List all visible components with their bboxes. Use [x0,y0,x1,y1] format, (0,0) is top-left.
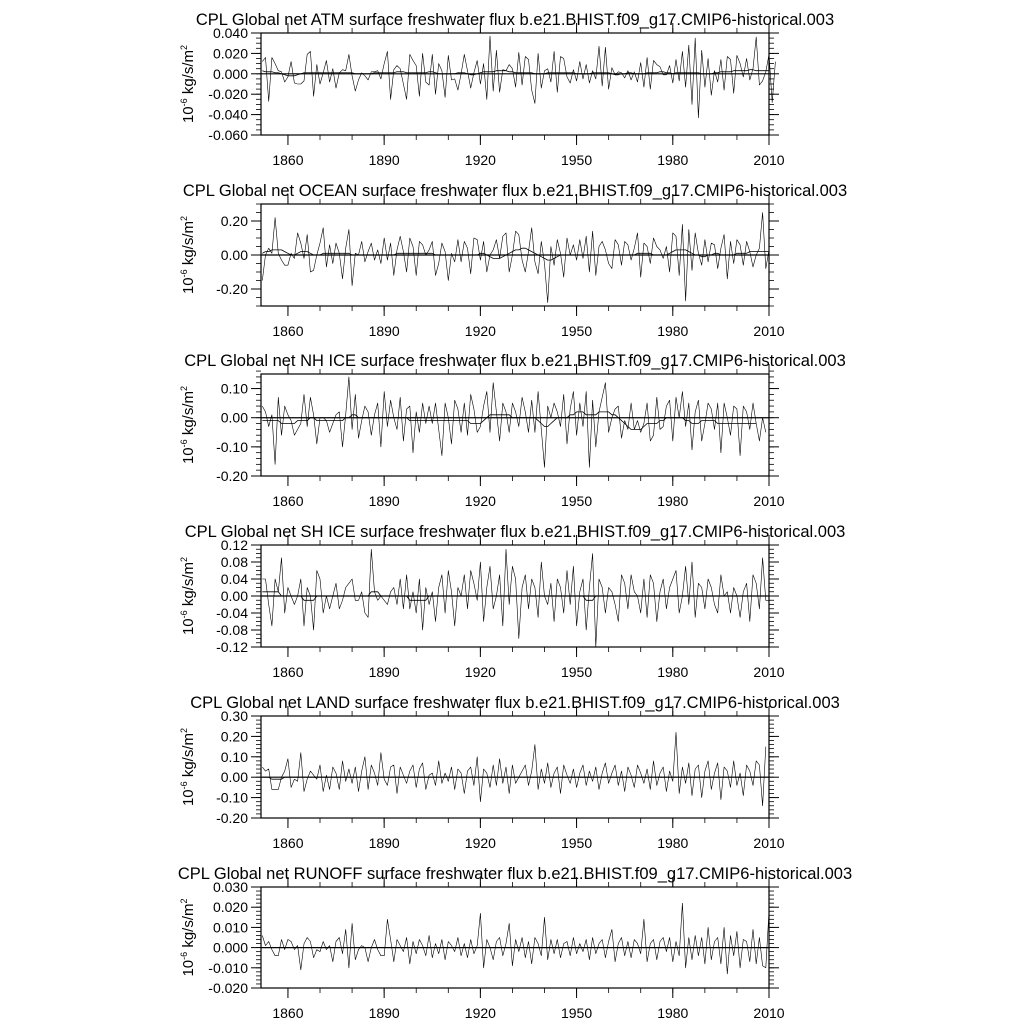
y-tick-label: -0.20 [216,281,248,297]
y-tick-label: 0.10 [220,748,248,765]
y-label-squared: 2 [179,898,189,904]
y-label-squared: 2 [179,385,189,391]
x-tick-label: 2010 [753,835,785,851]
chart-title: CPL Global net LAND surface freshwater flux b.e21.BHIST.f09_g17.CMIP6-historical.003 [190,694,840,712]
series-line-smoothed [262,592,775,601]
x-tick-label: 1950 [560,1005,593,1021]
y-tick-label: 0.10 [220,380,248,397]
y-label-squared: 2 [179,44,189,50]
y-label-exponent: -6 [179,269,189,278]
plot-frame [261,887,769,988]
y-tick-label: -0.20 [216,810,248,826]
y-tick-label: 0.020 [212,899,248,916]
y-tick-label: -0.20 [216,468,248,484]
y-label-squared: 2 [179,556,189,562]
y-tick-label: 0.00 [220,247,248,263]
x-tick-label: 1860 [272,835,304,851]
y-tick-label: -0.010 [208,959,248,976]
y-label-base: 10 [180,789,197,807]
y-label-squared: 2 [179,727,189,733]
x-tick-label: 1920 [464,1005,496,1021]
x-tick-label: 1920 [464,323,496,339]
x-tick-label: 1860 [272,664,304,680]
plot-frame [261,374,769,476]
y-label-units: kg/s/m [180,220,197,270]
y-label-exponent: -6 [179,610,189,619]
x-tick-label: 1860 [272,493,304,509]
y-axis-label [179,216,197,294]
y-label-units: kg/s/m [180,732,197,782]
series-line-smoothed [262,777,769,779]
y-tick-label: -0.12 [216,639,248,655]
y-tick-label: 0.30 [220,708,248,724]
series-line-annual [262,903,769,974]
x-tick-label: 1890 [368,1005,400,1021]
y-tick-label: 0.020 [212,45,248,62]
y-axis-label [179,45,197,123]
y-tick-label: 0.030 [212,879,248,895]
y-tick-label: 0.00 [220,409,248,426]
x-tick-label: 1860 [272,323,304,339]
x-tick-label: 1920 [464,152,496,168]
x-tick-label: 1920 [464,493,496,509]
x-tick-label: 1890 [368,835,400,851]
y-axis-label [179,898,197,976]
y-label-base: 10 [180,959,197,977]
y-tick-label: 0.000 [212,939,248,956]
chart-panel-5 [179,694,840,851]
chart-title: CPL Global net SH ICE surface freshwater flux b.e21.BHIST.f09_g17.CMIP6-historical.003 [184,523,846,541]
y-tick-label: -0.10 [216,438,248,455]
x-tick-label: 1860 [272,1005,304,1021]
x-tick-label: 1950 [560,323,593,339]
y-tick-label: 0.000 [212,65,248,82]
series-line-smoothed [262,70,769,76]
x-tick-label: 2010 [753,664,785,680]
y-tick-label: 0.04 [220,571,248,587]
y-label-units: kg/s/m [180,49,197,99]
x-tick-label: 2010 [753,493,785,509]
chart-panel-3 [179,352,846,509]
x-tick-label: 1890 [368,323,400,339]
y-label-units: kg/s/m [180,390,197,440]
chart-title: CPL Global net NH ICE surface freshwater flux b.e21.BHIST.f09_g17.CMIP6-historical.003 [184,352,846,370]
y-tick-label: 0.08 [220,554,248,570]
x-tick-label: 1980 [657,835,689,851]
x-tick-label: 2010 [753,1005,785,1021]
chart-title: CPL Global net ATM surface freshwater flux b.e21.BHIST.f09_g17.CMIP6-historical.003 [195,11,835,29]
y-label-exponent: -6 [179,98,189,107]
x-tick-label: 1920 [464,664,496,680]
y-tick-label: -0.060 [208,127,248,143]
series-line-annual [262,549,769,647]
y-tick-label: -0.08 [216,622,248,638]
y-label-base: 10 [180,277,197,295]
x-tick-label: 1980 [657,1005,689,1021]
series-line-annual [262,213,769,303]
y-tick-label: -0.04 [216,605,248,621]
y-label-units: kg/s/m [180,561,197,611]
x-tick-label: 1950 [560,664,593,680]
x-tick-label: 1980 [657,152,689,168]
y-label-exponent: -6 [179,951,189,960]
chart-title: CPL Global net RUNOFF surface freshwater flux b.e21.BHIST.f09_g17.CMIP6-historical.003 [177,865,853,883]
y-tick-label: -0.020 [208,980,248,996]
y-tick-label: -0.10 [216,789,248,806]
x-tick-label: 1890 [368,152,400,168]
y-tick-label: 0.20 [220,728,248,745]
x-tick-label: 1950 [560,152,593,168]
series-line-annual [262,732,766,806]
chart-panel-1 [179,11,834,168]
chart-title: CPL Global net OCEAN surface freshwater flux b.e21.BHIST.f09_g17.CMIP6-historical.003 [182,182,848,200]
x-tick-label: 1890 [368,664,400,680]
y-label-units: kg/s/m [180,903,197,952]
y-label-base: 10 [180,106,197,124]
y-tick-label: 0.040 [212,25,248,41]
y-tick-label: 0.010 [212,919,248,936]
y-label-squared: 2 [179,215,189,221]
y-tick-label: 0.00 [220,588,248,604]
y-label-exponent: -6 [179,439,189,448]
x-tick-label: 1980 [657,493,689,509]
x-tick-label: 1980 [657,323,689,339]
x-tick-label: 1950 [560,493,593,509]
x-tick-label: 1890 [368,493,400,509]
y-axis-label [179,386,197,464]
y-axis-label [179,557,197,635]
y-tick-label: 0.12 [220,537,248,553]
y-tick-label: -0.040 [208,106,248,123]
y-axis-label [179,728,197,806]
chart-panel-4 [179,523,845,680]
plot-frame [261,716,769,818]
x-tick-label: 2010 [753,152,785,168]
y-label-base: 10 [180,618,197,636]
chart-panel-2 [179,182,847,339]
x-tick-label: 1860 [272,152,304,168]
chart-panel-6 [178,865,852,1021]
x-tick-label: 2010 [753,323,785,339]
x-tick-label: 1920 [464,835,496,851]
y-tick-label: 0.00 [220,769,248,786]
y-label-exponent: -6 [179,781,189,790]
x-tick-label: 1950 [560,835,593,851]
y-label-base: 10 [180,447,197,465]
x-tick-label: 1980 [657,664,689,680]
series-line-annual [262,36,775,118]
y-tick-label: -0.020 [208,86,248,103]
y-tick-label: 0.20 [220,213,248,229]
